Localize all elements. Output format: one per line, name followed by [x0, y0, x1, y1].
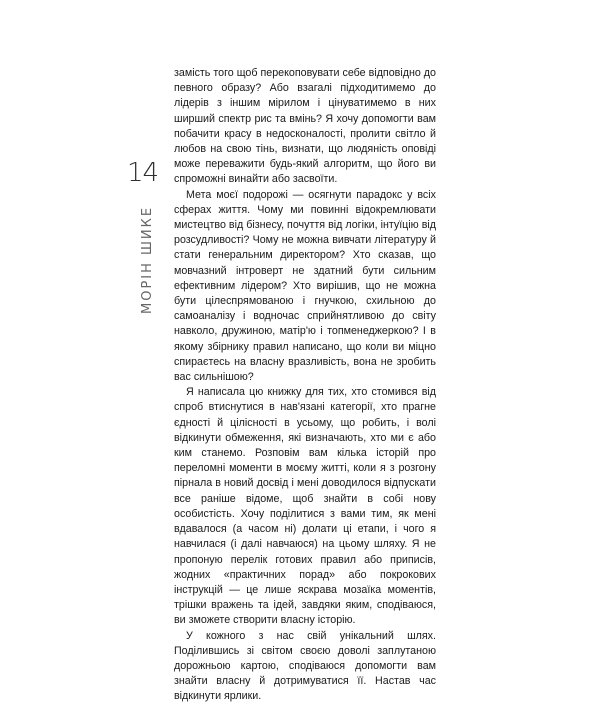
- body-text: [174, 66, 436, 705]
- paragraph: У кожного з нас свій унікальний шлях. Поділившись зі світом своєю доволі заплутаною дорожньою картою, сподіваюся допомогти вам знайти власну й дотримуватися її. Настав час відкинути ярлики.: [174, 629, 436, 703]
- page-number: 14: [127, 158, 159, 188]
- running-header-author: МОРІН ШИКЕ: [140, 205, 155, 314]
- paragraph: Мета моєї подорожі — осягнути парадокс у всіх сферах життя. Чому ми повинні відокремлювати мистецтво від бізнесу, почуття від логіки, інтуїцію від розсудливості? Чому не можна вивчати літературу й стати генеральним директором? Хто сказав, що мовчазний інтроверт не здатний бути сильним ефективним лідером? Хто вирішив, що не можна бути цілеспрямованою і гнучкою, схильною до самоаналізу і водночас сприйнятливою до світу навколо, дружиною, матір'ю і топменеджеркою? І в якому збірнику правил написано, що коли ви міцно спираєтесь на власну вразливість, вона не зробить вас сильнішою?: [174, 188, 436, 384]
- paragraph: Я написала цю книжку для тих, хто стомився від спроб втиснутися в нав'язані категорії, хто прагне єдності й цілісності в усьому, що робить, і волі відкинути обмеження, які визначають, хто ми є або ким станемо. Розповім вам кілька історій про переломні моменти в моєму житті, коли я з розгону пірнала в новий досвід і мені доводилося відпускати все раніше відоме, щоб знайти в собі нову особистість. Хочу поділитися з вами тим, як мені вдавалося (а часом ні) долати ці етапи, і чого я навчилася (і далі навчаюся) на цьому шляху. Я не пропоную перелік готових правил або приписів, жодних «практичних порад» або покрокових інструкцій — це лише яскрава мозаїка моментів, трішки вражень та ідей, завдяки яким, сподіваюся, ви зможете створити власну історію.: [174, 386, 436, 627]
- paragraph: замість того щоб перекоповувати себе відповідно до певного образу? Або взагалі підходитимемо до лідерів з іншим мірилом і цінуватимемо в них ширший спектр рис та вмінь? Я хочу допомогти вам побачити красу в недосконалості, пролити світло й любов на свою тінь, визнати, що людяність оповіді може переважити будь-який алгоритм, що його ви спроможні винайти або засвоїти.: [174, 67, 436, 186]
